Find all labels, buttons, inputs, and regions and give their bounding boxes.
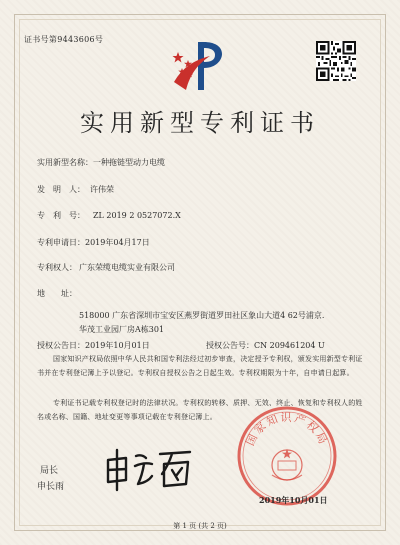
director-name: 申长雨	[37, 482, 65, 492]
qr-code-icon	[316, 41, 356, 81]
utility-model-name-row	[37, 157, 165, 168]
filing-date-row	[37, 237, 150, 248]
patent-number-row	[37, 210, 181, 221]
address-value: 518000 广东省深圳市宝安区燕罗街道罗田社区象山大道4 62号浦京.华茂工业园厂房A栋301	[79, 311, 325, 334]
grant-statement-paragraph: 国家知识产权局依照中华人民共和国专利法经过初步审查，决定授予专利权，颁发实用新型专利证书并在专利登记簿上予以登记。专利权自授权公告之日起生效。专利权期限为十年，自申请日起算。	[37, 355, 363, 377]
certificate-number: 证书号第9443606号	[24, 35, 104, 44]
document-title: 实用新型专利证书	[80, 109, 320, 137]
publication-number-label: 授权公告号：	[206, 341, 254, 350]
page-number: 第 1 页 (共 2 页)	[173, 522, 227, 530]
grant-date-row	[37, 340, 150, 351]
grant-date-label: 授权公告日：	[37, 341, 85, 350]
seal-date: 2019年10月01日	[259, 495, 328, 505]
grant-date-value: 2019年10月01日	[85, 341, 150, 350]
legal-status-paragraph: 专利证书记载专利权登记时的法律状况。专利权的转移、质押、无效、终止、恢复和专利权人的姓名或名称、国籍、地址变更等事项记载在专利登记簿上。	[37, 399, 363, 421]
filing-date-label: 专利申请日：	[37, 238, 85, 247]
inventor-row	[37, 184, 114, 195]
address-row	[37, 288, 77, 299]
address-label: 地 址：	[37, 289, 77, 298]
utility-model-name-label: 实用新型名称：	[37, 158, 93, 167]
publication-number-value: CN 209461204 U	[254, 341, 325, 350]
cnipa-logo-icon	[168, 38, 228, 96]
patent-number-value: ZL 2019 2 0527072.X	[93, 211, 181, 220]
inventor-label: 发 明 人：	[37, 185, 85, 194]
seal-text: 国家知识产权局	[243, 411, 331, 448]
director-signature-icon	[102, 446, 196, 492]
inventor-value: 许伟荣	[90, 185, 114, 194]
patentee-value: 广东荣缆电缆实业有限公司	[79, 263, 175, 272]
filing-date-value: 2019年04月17日	[85, 238, 150, 247]
patentee-label: 专利权人：	[37, 263, 77, 272]
patentee-row	[37, 262, 175, 273]
official-seal-icon	[236, 405, 338, 507]
director-title: 局长	[40, 466, 59, 476]
patent-number-label: 专 利 号：	[37, 211, 85, 220]
utility-model-name-value: 一种拖链型动力电缆	[93, 158, 165, 167]
publication-number-row	[206, 340, 325, 351]
svg-text:国家知识产权局	[244, 411, 331, 448]
